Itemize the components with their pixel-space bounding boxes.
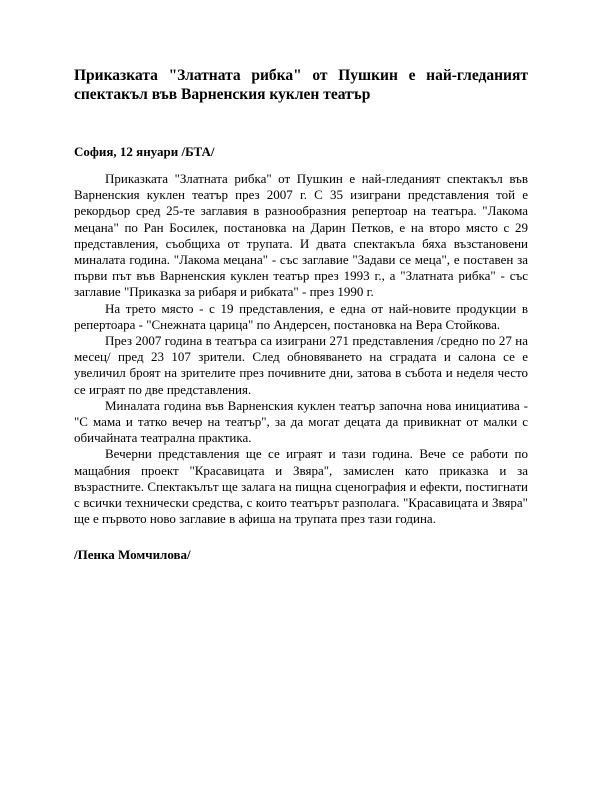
author-signature: /Пенка Момчилова/ bbox=[74, 547, 191, 563]
article-title: Приказката "Златната рибка" от Пушкин е най-гледаният спектакъл във Варненския куклен театър bbox=[74, 67, 528, 103]
article-dateline: София, 12 януари /БТА/ bbox=[74, 144, 215, 159]
article-paragraph: През 2007 година в театъра са изиграни 271 представления /средно по 27 на месец/ пред 23 107 зрители. След обновяването на сградата и салона се е увеличил броят на зрителите през почивните дни, затова в събота и неделя често се играят по две представления. bbox=[74, 333, 528, 397]
article-body bbox=[74, 171, 528, 527]
article-paragraph: На трето място - с 19 представления, е една от най-новите продукции в репертоара - "Снежната царица" по Андерсен, постановка на Вера Стойкова. bbox=[74, 300, 528, 332]
article-paragraph: Миналата година във Варненския куклен театър започна нова инициатива - "С мама и татко вечер на театър", за да могат децата да привикнат от малки с обичайната театрална практика. bbox=[74, 397, 528, 446]
article-paragraph: Вечерни представления ще се играят и тази година. Вече се работи по мащабния проект "Красавицата и Звяра", замислен като приказка и за възрастните. Спектакълът ще залага на пищна сценография и ефекти, постигнати с всички технически средства, с които театърът разполага. "Красавицата и Звяра" ще е първото ново заглавие в афиша на трупата през тази година. bbox=[74, 446, 528, 527]
article-paragraph: Приказката "Златната рибка" от Пушкин е най-гледаният спектакъл във Варненския куклен театър през 2007 г. С 35 изиграни представления той е рекордьор сред 25-те заглавия в разнообразния репертоар на театъра. "Лакома мецана" по Ран Босилек, постановка на Дарин Петков, е на второ място с 29 представления, съобщиха от трупата. И двата спектакъла бяха възстановени миналата година. "Лакома мецана" - със заглавие "Задави се меца", е поставен за първи път във Варненския куклен театър през 1993 г., а "Златната рибка" - със заглавие "Приказка за рибаря и рибката" - през 1990 г. bbox=[74, 171, 528, 300]
document-page bbox=[74, 66, 528, 563]
